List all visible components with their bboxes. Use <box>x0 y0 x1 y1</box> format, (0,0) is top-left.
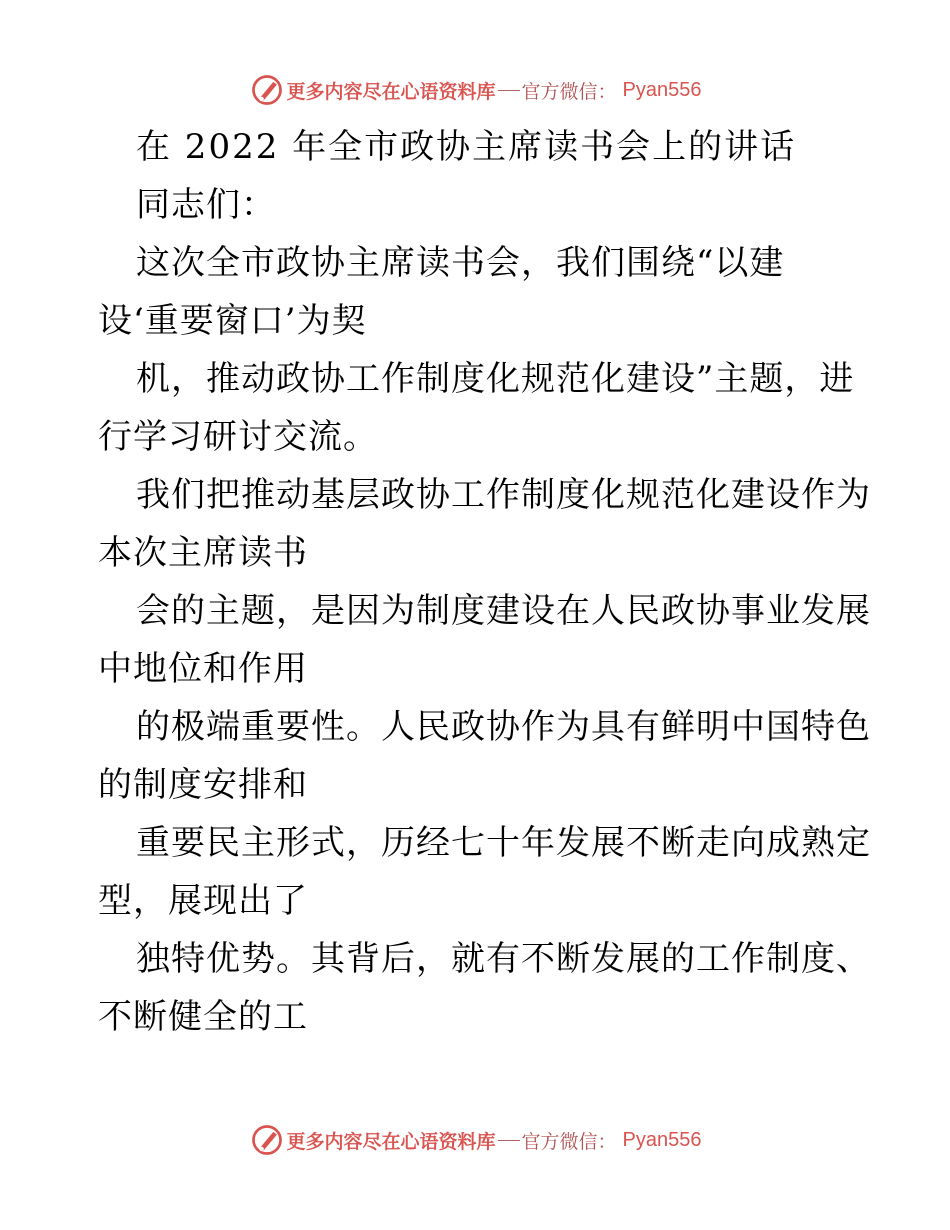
header-banner-text: 更多内容尽在心语资料库 <box>286 80 496 103</box>
text-line: 的极端重要性。人民政协作为具有鲜明中国特色 <box>136 707 871 747</box>
text-line: 同志们： <box>136 185 276 225</box>
text-line: 我们把推动基层政协工作制度化规范化建设作为 <box>136 475 871 515</box>
footer-wechat-label: 官方微信： <box>521 1130 617 1153</box>
document-title: 在 2022 年全市政协主席读书会上的讲话 <box>136 127 797 167</box>
footer-wechat-id: Pyan556 <box>622 1128 702 1151</box>
pen-nib-logo-icon <box>249 72 285 108</box>
text-line: 这次全市政协主席读书会，我们围绕“以建 <box>136 243 785 283</box>
header-wechat-id: Pyan556 <box>622 78 702 101</box>
text-line: 行学习研讨交流。 <box>98 417 378 457</box>
footer-banner-divider <box>498 1140 520 1141</box>
header-banner <box>0 70 950 110</box>
text-line: 的制度安排和 <box>98 765 308 805</box>
text-line: 机，推动政协工作制度化规范化建设”主题，进 <box>136 359 855 399</box>
footer-banner-text: 更多内容尽在心语资料库 <box>286 1130 496 1153</box>
text-line: 中地位和作用 <box>98 649 308 689</box>
text-line: 本次主席读书 <box>98 533 308 573</box>
header-banner-divider <box>498 90 520 91</box>
document-body <box>98 118 871 1046</box>
header-wechat-label: 官方微信： <box>521 80 617 103</box>
text-line: 独特优势。其背后，就有不断发展的工作制度、 <box>136 939 871 979</box>
pen-nib-logo-icon <box>249 1122 285 1158</box>
text-line: 型，展现出了 <box>98 881 308 921</box>
text-line: 不断健全的工 <box>98 997 308 1037</box>
text-line: 重要民主形式，历经七十年发展不断走向成熟定 <box>136 823 871 863</box>
text-line: 设‘重要窗口’为契 <box>98 301 367 341</box>
text-line: 会的主题，是因为制度建设在人民政协事业发展 <box>136 591 871 631</box>
footer-banner <box>0 1120 950 1160</box>
